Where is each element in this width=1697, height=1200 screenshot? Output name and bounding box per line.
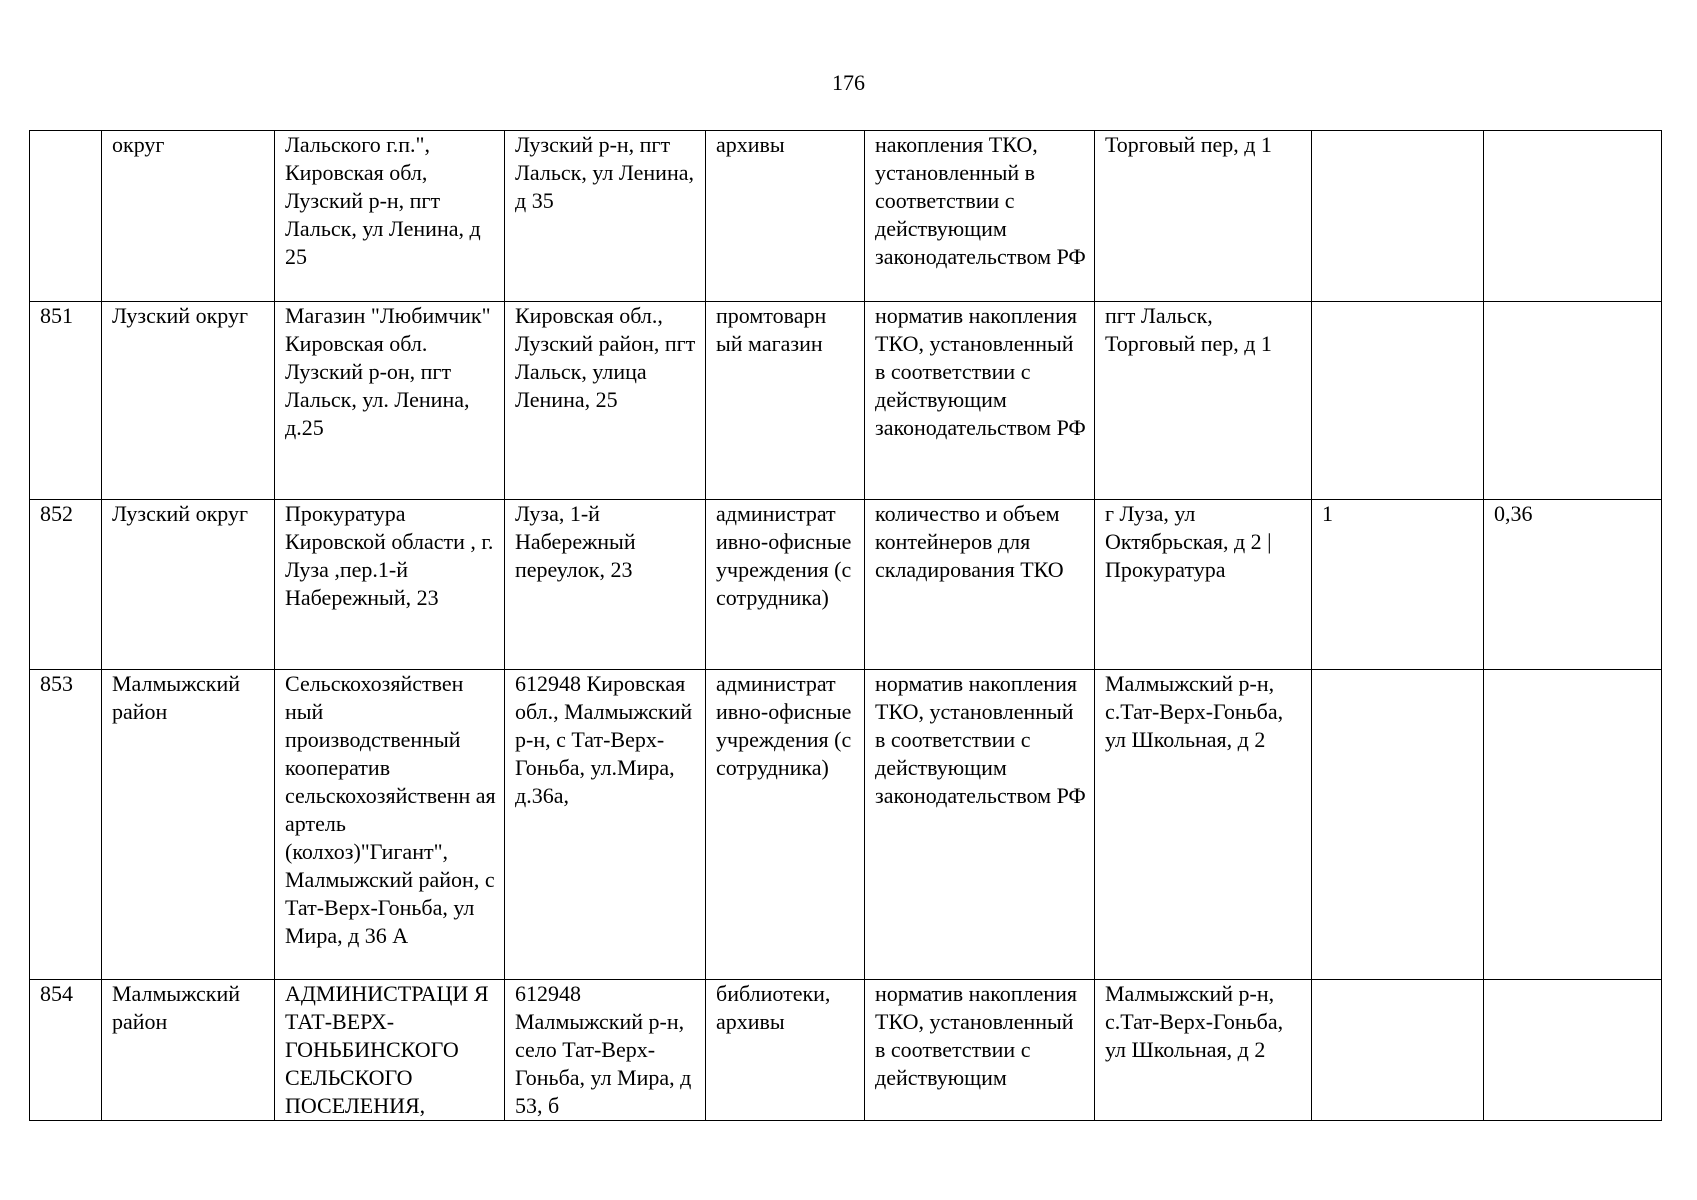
row-number-cell: 851 <box>30 302 102 500</box>
count-cell <box>1312 302 1484 500</box>
address-cell: 612948 Малмыжский р-н, село Тат-Верх-Гоньба, ул Мира, д 53, б <box>505 980 706 1121</box>
table-row <box>30 980 1662 1121</box>
category-cell: библиотеки, архивы <box>706 980 865 1121</box>
category-cell: администрат ивно-офисные учреждения (с сотрудника) <box>706 670 865 980</box>
table-row <box>30 131 1662 302</box>
method-cell: количество и объем контейнеров для складирования ТКО <box>865 500 1095 670</box>
table-row <box>30 670 1662 980</box>
source-cell: Прокуратура Кировской области , г. Луза ,пер.1-й Набережный, 23 <box>275 500 505 670</box>
count-cell: 1 <box>1312 500 1484 670</box>
count-cell <box>1312 670 1484 980</box>
site-cell: г Луза, ул Октябрьская, д 2 | Прокуратура <box>1095 500 1312 670</box>
row-number-cell: 852 <box>30 500 102 670</box>
volume-cell: 0,36 <box>1484 500 1662 670</box>
district-cell: Лузский округ <box>102 500 275 670</box>
method-cell: накопления ТКО, установленный в соответствии с действующим законодательством РФ <box>865 131 1095 302</box>
row-number-cell <box>30 131 102 302</box>
volume-cell <box>1484 980 1662 1121</box>
category-cell: промтоварн ый магазин <box>706 302 865 500</box>
volume-cell <box>1484 670 1662 980</box>
volume-cell <box>1484 131 1662 302</box>
address-cell: Лузский р-н, пгт Лальск, ул Ленина, д 35 <box>505 131 706 302</box>
table-row <box>30 302 1662 500</box>
source-cell: Лальского г.п.", Кировская обл, Лузский р-н, пгт Лальск, ул Ленина, д 25 <box>275 131 505 302</box>
address-cell: Кировская обл., Лузский район, пгт Лальск, улица Ленина, 25 <box>505 302 706 500</box>
volume-cell <box>1484 302 1662 500</box>
method-cell: норматив накопления ТКО, установленный в соответствии с действующим законодательством РФ <box>865 302 1095 500</box>
category-cell: архивы <box>706 131 865 302</box>
district-cell: Малмыжский район <box>102 980 275 1121</box>
site-cell: пгт Лальск, Торговый пер, д 1 <box>1095 302 1312 500</box>
count-cell <box>1312 131 1484 302</box>
count-cell <box>1312 980 1484 1121</box>
site-cell: Малмыжский р-н, с.Тат-Верх-Гоньба, ул Школьная, д 2 <box>1095 670 1312 980</box>
site-cell: Торговый пер, д 1 <box>1095 131 1312 302</box>
district-cell: Малмыжский район <box>102 670 275 980</box>
address-cell: Луза, 1-й Набережный переулок, 23 <box>505 500 706 670</box>
method-cell: норматив накопления ТКО, установленный в соответствии с действующим <box>865 980 1095 1121</box>
source-cell: Магазин "Любимчик" Кировская обл. Лузский р-он, пгт Лальск, ул. Ленина, д.25 <box>275 302 505 500</box>
row-number-cell: 854 <box>30 980 102 1121</box>
site-cell: Малмыжский р-н, с.Тат-Верх-Гоньба, ул Школьная, д 2 <box>1095 980 1312 1121</box>
district-cell: округ <box>102 131 275 302</box>
table-row <box>30 500 1662 670</box>
source-cell: АДМИНИСТРАЦИ Я ТАТ-ВЕРХ-ГОНЬБИНСКОГО СЕЛЬСКОГО ПОСЕЛЕНИЯ, <box>275 980 505 1121</box>
district-cell: Лузский округ <box>102 302 275 500</box>
category-cell: администрат ивно-офисные учреждения (с сотрудника) <box>706 500 865 670</box>
address-cell: 612948 Кировская обл., Малмыжский р-н, с Тат-Верх-Гоньба, ул.Мира, д.36а, <box>505 670 706 980</box>
source-cell: Сельскохозяйствен ный производственный кооператив сельскохозяйственн ая артель (колхоз)"Гигант", Малмыжский район, с Тат-Верх-Гоньба, ул Мира, д 36 А <box>275 670 505 980</box>
page-number: 176 <box>832 70 865 95</box>
waste-registry-table <box>29 130 1662 1121</box>
row-number-cell: 853 <box>30 670 102 980</box>
method-cell: норматив накопления ТКО, установленный в соответствии с действующим законодательством РФ <box>865 670 1095 980</box>
